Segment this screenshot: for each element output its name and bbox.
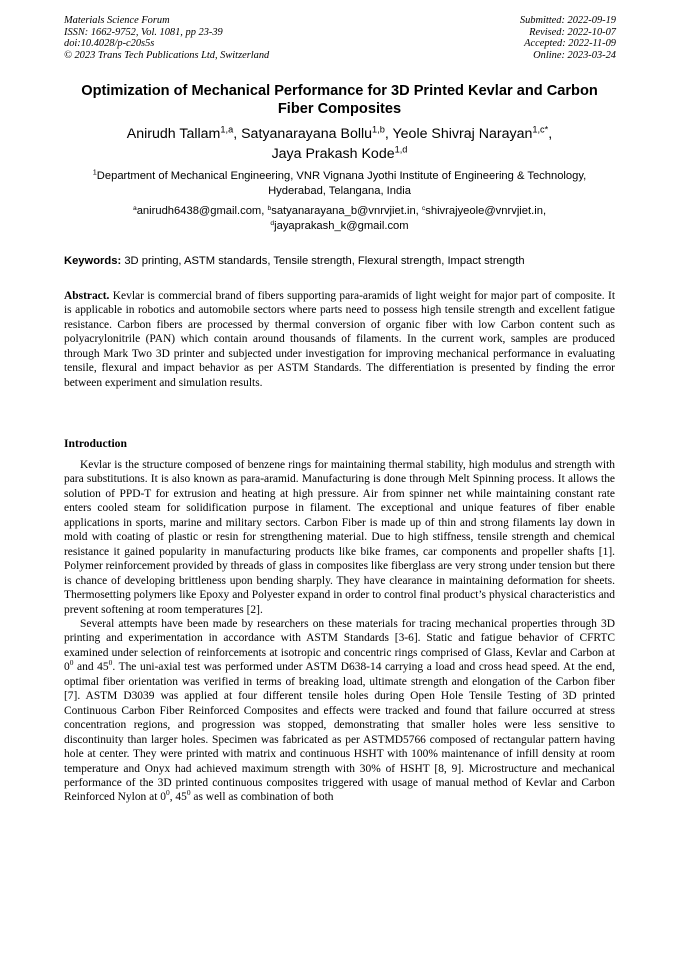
- author-name: Jaya Prakash Kode: [271, 146, 395, 162]
- email-address[interactable]: satyanarayana_b@vnrvjiet.in: [271, 205, 416, 217]
- publication-dates: [520, 15, 616, 61]
- affiliation: [64, 169, 615, 199]
- journal-doi[interactable]: doi:10.4028/p-c20s5s: [64, 38, 155, 50]
- author-emails: $^a$anirudh6438@gmail.com, $^b$satyanarayana_b@vnrvjiet.in, $^c$shivrajyeole@vnrvjiet.in, $^d$jayaprakash_k@gmail.com: [132, 205, 547, 232]
- date-accepted: Accepted: 2022-11-09: [524, 38, 616, 50]
- email-address[interactable]: anirudh6438@gmail.com: [136, 205, 262, 217]
- author-affiliation-sup: 1,c*: [532, 124, 549, 135]
- author-affiliation-sup: 1,a: [220, 124, 234, 135]
- abstract-text: Kevlar is commercial brand of fibers supporting para-aramids of light weight for major part of composite. It is applicable in robotics and automobile sectors where parts need to possess high tensile strength and excellent fatigue resistance. Carbon fibers are processed by thermal conversion of organic fiber with low Carbon content such as polyacrylonitrile (PAN) which contain around thousands of filaments. In the current work, samples are produced through Mark Two 3D printer and subjected under investigation for improving mechanical performance in evaluating tensile, flexural and impact behavior as per ASTM Standards. The differentiation is presented by finding the error between experiment and simulation results.: [64, 290, 615, 389]
- keywords: [64, 254, 615, 268]
- author-list: Anirudh Tallam$^{1,a}$, Satyanarayana Bollu$^{1,b}$, Yeole Shivraj Narayan$^{1,c*}$, Jaya Prakash Kode$^{1,d}$: [126, 124, 553, 162]
- section-heading-introduction: Introduction: [64, 437, 127, 450]
- email-sup: b: [267, 205, 272, 212]
- email-address[interactable]: jayaprakash_k@gmail.com: [274, 219, 409, 232]
- degree-sup: 0: [69, 658, 74, 668]
- author-name: Yeole Shivraj Narayan: [392, 126, 533, 142]
- affiliation-sup: 1: [92, 167, 97, 177]
- abstract: [64, 289, 615, 390]
- journal-issn: ISSN: 1662-9752, Vol. 1081, pp 23-39: [64, 26, 223, 38]
- date-online: Online: 2023-03-24: [533, 49, 616, 61]
- keywords-text: 3D printing, ASTM standards, Tensile strength, Flexural strength, Impact strength: [124, 255, 525, 267]
- date-submitted: Submitted: 2022-09-19: [519, 15, 616, 26]
- journal-header: [64, 15, 269, 61]
- degree-sup: 0: [165, 788, 170, 798]
- email-sup: d: [270, 219, 275, 227]
- introduction-paragraph-1: Kevlar is the structure composed of benzene rings for maintaining thermal stability, high modulus and strength with para substitutions. It is also known as para-aramid. Manufacturing is done through Melt Spinning process. It allows the solution of PPD-T for extrusion and heating at high pressure. Air from spinner net while maintaining constant rate enters cooled steam for solidification purpose in filament. The exceptional and unique features of fiber enable applications in sports, marine and military sectors. Carbon Fiber is made up of thin and strong filaments lay down in mold with coating of plastic or resin for strengthening material. Due to high stiffness, tensile strength and chemical resistance it gained popularity in manufacturing products like bike frames, car components and propeller shafts [1]. Polymer reinforcement provided by threads of glass in composites like fiberglass are very strong under tension but there is chance of developing brittleness upon bending sharply. They have clearance in maintaining deformation for sheets. Thermosetting polymers like Epoxy and Polyester expand in order to control final product’s physical characteristics and prevent softening at room temperatures [2].: [64, 459, 615, 616]
- abstract-label: Abstract.: [64, 290, 110, 302]
- paper-title: Optimization of Mechanical Performance for 3D Printed Kevlar and Carbon Fiber Composites: [81, 83, 598, 117]
- author-affiliation-sup: 1,b: [372, 124, 385, 135]
- degree-sup: 0: [108, 658, 113, 668]
- affiliation-text: Department of Mechanical Engineering, VNR Vignana Jyothi Institute of Engineering & Technology, Hyderabad, Telangana, India: [96, 170, 587, 197]
- email-address[interactable]: shivrajyeole@vnrvjiet.in: [425, 205, 543, 217]
- date-revised: Revised: 2022-10-07: [529, 26, 616, 38]
- author-name: Satyanarayana Bollu: [241, 126, 373, 142]
- keywords-label: Keywords:: [64, 255, 122, 267]
- email-sup: a: [132, 205, 137, 212]
- introduction-paragraph-2: Several attempts have been made by researchers on these materials for tracing mechanical properties through 3D printing and experimentation in accordance with ASTM Standards [3-6]. Static and fatigue behavior of CFRTC examined under selection of reinforcements at isotropic and concentric rings comprised of Glass, Kevlar and Carbon at $0^0$ and $45^0$. The uni-axial test was performed under ASTM D638-14 carrying a load and cross head speed. At the end, optimal fiber orientation was verified in terms of breaking load, ultimate strength and elongation of the Carbon fiber [7]. ASTM D3039 was applied at four different tensile holes during Open Hole Tensile Testing of 3D printed Continuous Carbon Fiber Reinforced Composites and effects were tracked and found that failure occurred at stress concentration regions, and progression was stopped, demonstrating that smaller holes were less sensitive to discontinuity than larger holes. Specimen was fabricated as per ASTMD5766 composed of rectangular pattern having hole at center. They were printed with matrix and continuous HSHT with 100% maintenance of infill density at room temperature and Onyx had achieved maximum strength with 30% of HSHT [8, 9]. Microstructure and mechanical performance of the 3D printed continuous composites triggered with usage of manual method of Kevlar and Carbon Reinforced Nylon at $0^0$, $45^0$ as well as combination of both: [64, 617, 615, 804]
- introduction-body: [64, 458, 615, 805]
- author-affiliation-sup: 1,d: [394, 144, 408, 155]
- email-sup: c: [421, 205, 426, 212]
- degree-sup: 0: [186, 788, 191, 798]
- journal-copyright: © 2023 Trans Tech Publications Ltd, Switzerland: [64, 49, 270, 61]
- journal-name: Materials Science Forum: [64, 15, 170, 26]
- author-name: Anirudh Tallam: [126, 126, 221, 142]
